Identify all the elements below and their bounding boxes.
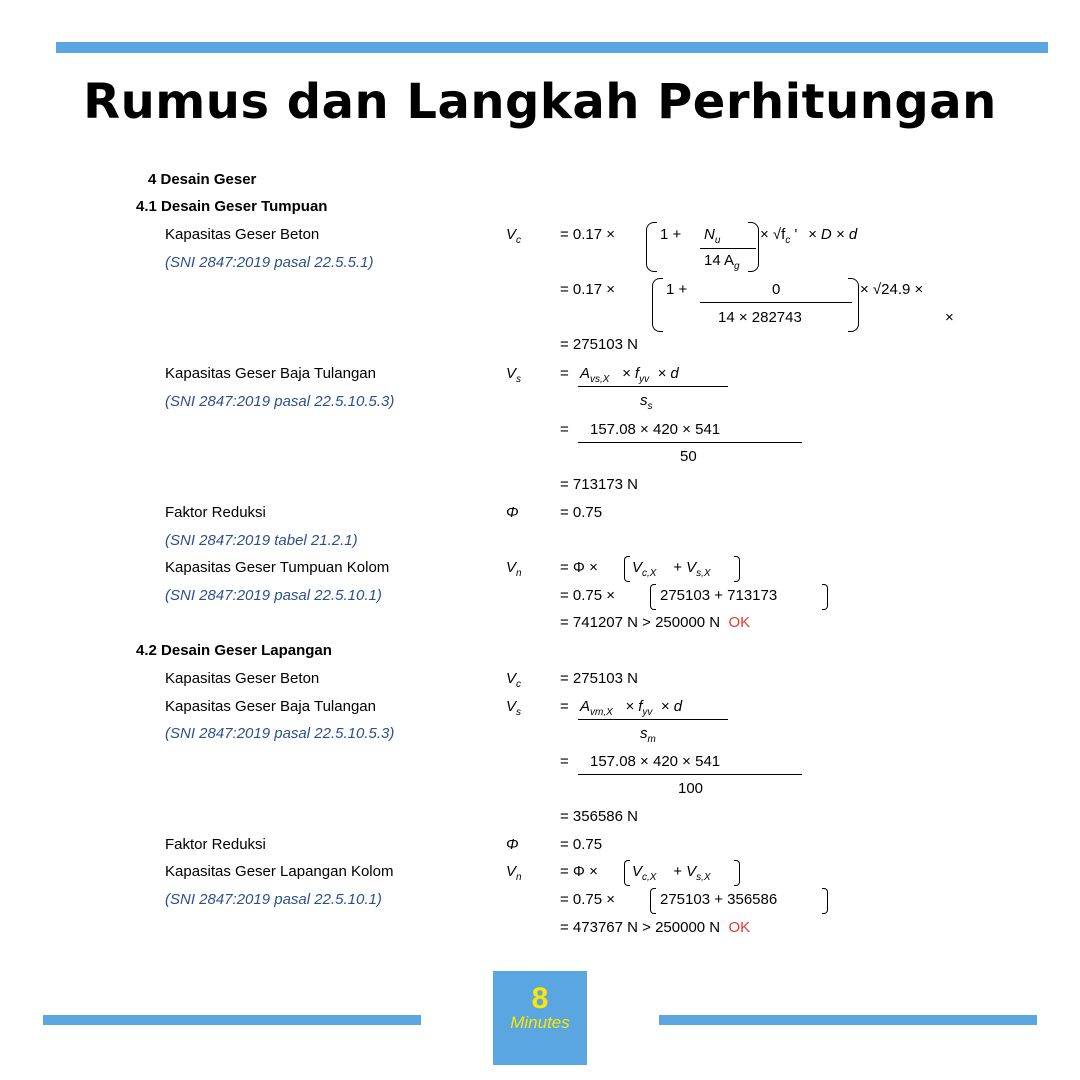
- vs-eq-sign-2: =: [560, 698, 569, 715]
- vc-ag: 14 $A_g$: [704, 252, 740, 272]
- symbol-vn-2: $V_n$: [506, 863, 522, 883]
- vn-result-2: = 473767 N > 250000 N OK: [560, 919, 751, 936]
- vs-frac-line-2: [578, 719, 728, 720]
- vn-bracket-open-2: [624, 860, 630, 886]
- ref-225101: (SNI 2847:2019 pasal 22.5.10.1): [165, 587, 382, 604]
- vc-line1-one: 1 +: [660, 226, 682, 243]
- vn2-bracket-open: [650, 584, 656, 610]
- bottom-left-bar: [43, 1015, 421, 1025]
- symbol-vc: $V_c$: [506, 226, 522, 246]
- vs-result-2: = 356586 N: [560, 808, 638, 825]
- vc-line1: = 0.17 ×: [560, 226, 616, 243]
- symbol-phi-2: Φ: [506, 836, 519, 853]
- vn-terms-2: $V_{c,X}$ + $V_{s,X}$: [632, 863, 711, 883]
- vn2-bracket-close-2: [822, 888, 828, 914]
- vn-bracket-close: [734, 556, 740, 582]
- vn-line1: = Φ ×: [560, 559, 598, 576]
- vc-d-terms: × D × d: [808, 226, 858, 243]
- vc-line2-one: 1 +: [666, 281, 688, 298]
- vn-line1-2: = Φ ×: [560, 863, 598, 880]
- ok-badge: OK: [728, 614, 751, 631]
- ok-badge-2: OK: [728, 919, 751, 936]
- symbol-phi: Φ: [506, 504, 519, 521]
- vc2-paren-close: [848, 278, 859, 332]
- vn-bracket-open: [624, 556, 630, 582]
- label-faktor-reduksi: Faktor Reduksi: [165, 504, 266, 521]
- top-accent-bar: [56, 42, 1048, 53]
- logo-number: 8: [531, 982, 549, 1015]
- vs-ss: $s_s$: [640, 392, 653, 412]
- vn-line2: = 0.75 ×: [560, 587, 616, 604]
- vn-bracket-close-2: [734, 860, 740, 886]
- vs2-frac-line: [578, 442, 802, 443]
- vn2-bracket-close: [822, 584, 828, 610]
- vs2-numerator-2: 157.08 × 420 × 541: [590, 753, 721, 770]
- logo-word: Minutes: [510, 1013, 570, 1032]
- label-tumpuan-kolom: Kapasitas Geser Tumpuan Kolom: [165, 559, 390, 576]
- ref-22551: (SNI 2847:2019 pasal 22.5.5.1): [165, 254, 374, 271]
- vs-sm: $s_m$: [640, 725, 656, 745]
- vs2-den-2: 100: [678, 780, 704, 797]
- vs2-frac-line-2: [578, 774, 802, 775]
- 8minutes-logo: [493, 971, 587, 1065]
- vc2-sqrt: × √24.9 ×: [860, 281, 924, 298]
- vc-line2: = 0.17 ×: [560, 281, 616, 298]
- vc-result-2: = 275103 N: [560, 670, 638, 687]
- label-kapasitas-beton-2: Kapasitas Geser Beton: [165, 670, 320, 687]
- vc-sqrt-fc: × $√f_c$ ': [760, 226, 798, 246]
- vc-paren-open: [646, 222, 657, 272]
- symbol-vc-2: $V_c$: [506, 670, 522, 690]
- vn-terms: $V_{c,X}$ + $V_{s,X}$: [632, 559, 711, 579]
- vs2-den: 50: [680, 448, 697, 465]
- vs-numerator-2: $A_{vm,X}$ × $f_{yv} \times d$: [580, 698, 683, 718]
- section-4-2-heading: 4.2 Desain Geser Lapangan: [136, 642, 332, 659]
- vc-nu: $N_u$: [704, 226, 721, 246]
- vn-result: = 741207 N > 250000 N OK: [560, 614, 751, 631]
- vs-result: = 713173 N: [560, 476, 638, 493]
- vs-frac-line: [578, 386, 728, 387]
- vc-result: = 275103 N: [560, 336, 638, 353]
- vn2-bracket-open-2: [650, 888, 656, 914]
- vc2-times: ×: [945, 309, 954, 326]
- vc2-paren-open: [652, 278, 663, 332]
- label-faktor-reduksi-2: Faktor Reduksi: [165, 836, 266, 853]
- symbol-vs-2: $V_s$: [506, 698, 522, 718]
- vs2-eq-sign: =: [560, 421, 569, 438]
- symbol-vn: $V_n$: [506, 559, 522, 579]
- label-kapasitas-baja: Kapasitas Geser Baja Tulangan: [165, 365, 376, 382]
- vs-numerator: $A_{vs,X}$ × $f_{yv} \times d$: [580, 365, 679, 385]
- label-lapangan-kolom: Kapasitas Geser Lapangan Kolom: [165, 863, 394, 880]
- ref-2251053-2: (SNI 2847:2019 pasal 22.5.10.5.3): [165, 725, 395, 742]
- section-4-1-heading: 4.1 Desain Geser Tumpuan: [136, 198, 328, 215]
- vc2-den: 14 × 282743: [718, 309, 802, 326]
- ref-tabel-2121: (SNI 2847:2019 tabel 21.2.1): [165, 532, 358, 549]
- vs2-eq-sign-2: =: [560, 753, 569, 770]
- vs2-numerator: 157.08 × 420 × 541: [590, 421, 721, 438]
- vc2-num: 0: [772, 281, 781, 298]
- label-kapasitas-baja-2: Kapasitas Geser Baja Tulangan: [165, 698, 376, 715]
- vc-paren-close: [748, 222, 759, 272]
- vn-line2-2: = 0.75 ×: [560, 891, 616, 908]
- section-4-heading: 4 Desain Geser: [148, 171, 257, 188]
- vs-eq-sign: =: [560, 365, 569, 382]
- ref-225101-2: (SNI 2847:2019 pasal 22.5.10.1): [165, 891, 382, 908]
- page-title: Rumus dan Langkah Perhitungan: [83, 74, 997, 130]
- vn2-terms-2: 275103 + 356586: [660, 891, 778, 908]
- bottom-right-bar: [659, 1015, 1037, 1025]
- ref-2251053: (SNI 2847:2019 pasal 22.5.10.5.3): [165, 393, 395, 410]
- label-kapasitas-beton: Kapasitas Geser Beton: [165, 226, 320, 243]
- vc2-frac-line: [700, 302, 852, 303]
- symbol-vs: $V_s$: [506, 365, 522, 385]
- phi-value: = 0.75: [560, 504, 603, 521]
- vn2-terms: 275103 + 713173: [660, 587, 778, 604]
- phi-value-2: = 0.75: [560, 836, 603, 853]
